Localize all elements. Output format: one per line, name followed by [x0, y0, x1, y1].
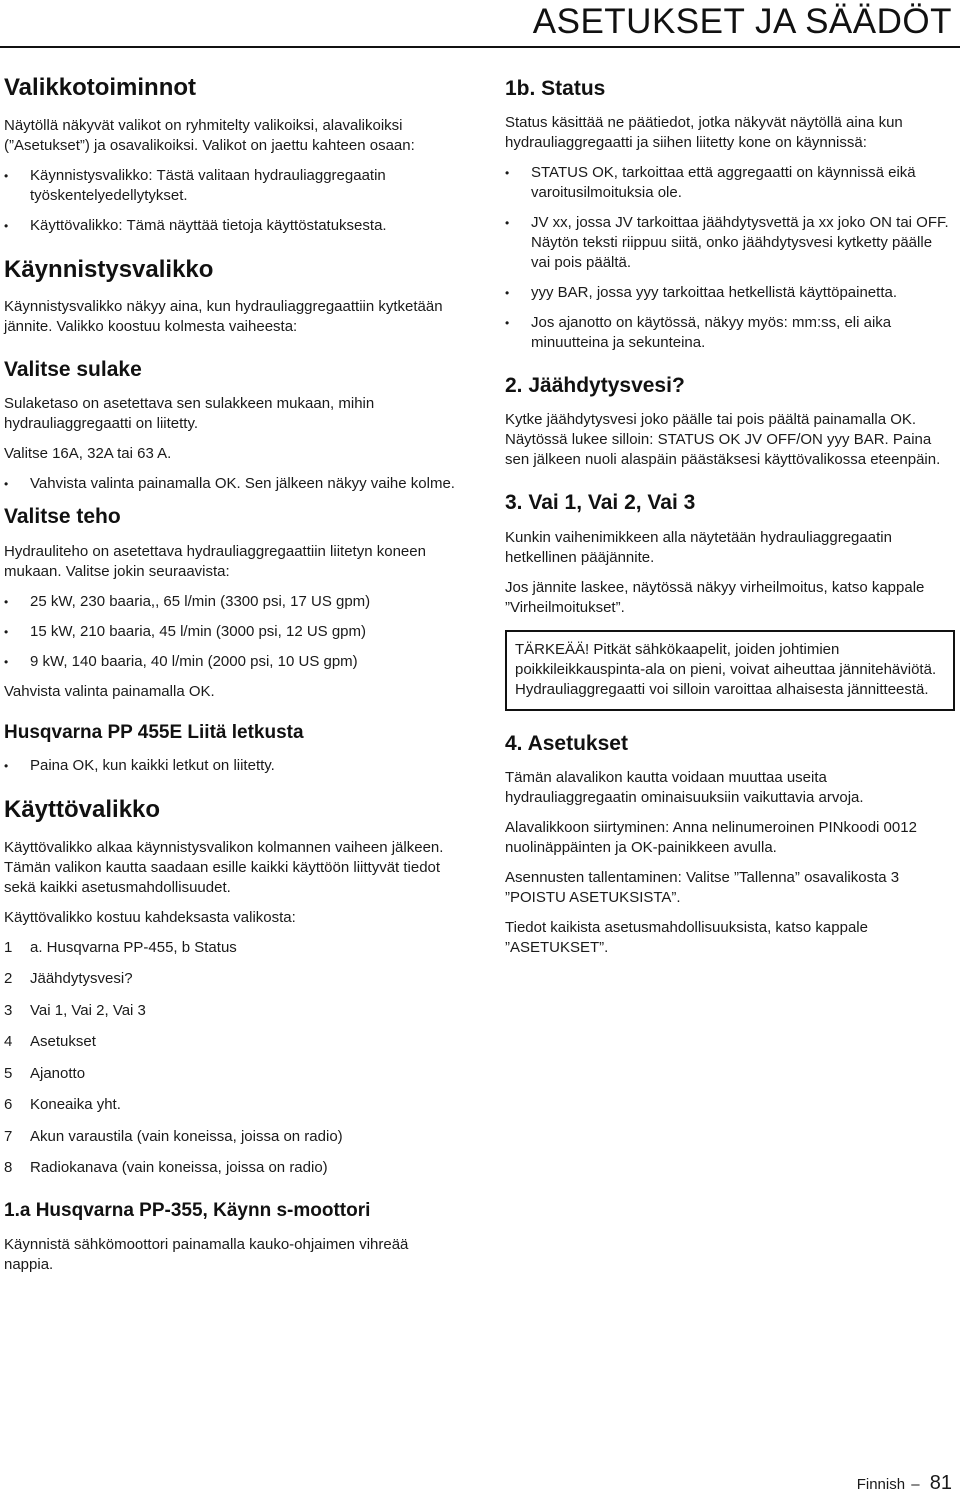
bullet-icon: • — [4, 477, 9, 492]
list-item: • Paina OK, kun kaikki letkut on liitetty. — [4, 757, 275, 775]
bullet-icon: • — [505, 286, 510, 301]
list-item: 2 Jäähdytysvesi? — [4, 970, 133, 988]
heading-asetukset: 4. Asetukset — [505, 731, 628, 755]
paragraph-sulake: Sulaketaso on asetettava sen sulakkeen mukaan, mihin hydrauliaggregaatti on liitetty. — [4, 395, 375, 433]
bullet-icon: • — [4, 594, 9, 609]
list-item: • Jos ajanotto on käytössä, näkyy myös: mm:ss, eli aika minuutteina ja sekunteina. — [505, 314, 892, 352]
page-footer — [857, 1472, 952, 1495]
heading-valitse-sulake: Valitse sulake — [4, 358, 142, 382]
heading-valitse-teho: Valitse teho — [4, 505, 121, 529]
heading-husqvarna-355: 1.a Husqvarna PP-355, Käynn s-moottori — [4, 1199, 371, 1221]
list-item: • 9 kW, 140 baaria, 40 l/min (2000 psi, 10 US gpm) — [4, 652, 358, 670]
bullet-list-teho — [4, 592, 456, 672]
page-title: ASETUKSET JA SÄÄDÖT — [532, 2, 952, 41]
paragraph-status: Status käsittää ne päätiedot, jotka näkyvät näytöllä aina kun hydrauliaggregaatti ja siihen liitetty kone on käynnissä: — [505, 114, 903, 152]
warning-text: TÄRKEÄÄ! Pitkät sähkökaapelit, joiden johtimien poikkileikkauspinta-ala on pieni, voivat aiheuttaa jännitehäviötä. Hydrauliaggregaatti voi silloin varoittaa alhaisesta jännitteestä. — [515, 640, 937, 698]
bullet-list-menus — [4, 166, 456, 236]
bullet-icon: • — [4, 168, 9, 183]
list-item: • JV xx, jossa JV tarkoittaa jäähdytysvettä ja xx joko ON tai OFF. Näytön teksti riippuu siitä, onko jäähdytysvesi kytketty päälle vai pois päältä. — [505, 214, 949, 272]
bullet-icon: • — [4, 218, 9, 233]
page-number: 81 — [929, 1472, 952, 1494]
heading-vai: 3. Vai 1, Vai 2, Vai 3 — [505, 491, 696, 515]
paragraph-teho-confirm: Vahvista valinta painamalla OK. — [4, 682, 215, 700]
bullet-list-sulake — [4, 474, 456, 494]
heading-husqvarna-455: Husqvarna PP 455E Liitä letkusta — [4, 721, 304, 743]
paragraph-intro: Näytöllä näkyvät valikot on ryhmitelty valikoiksi, alavalikoiksi (”Asetukset”) ja osavalikoiksi. Valikot on jaettu kahteen osaan: — [4, 116, 415, 154]
paragraph-asetukset-2: Alavalikkoon siirtyminen: Anna nelinumeroinen PINkoodi 0012 nuolinäppäinten ja OK-painikkeen avulla. — [505, 818, 917, 856]
list-item: • 15 kW, 210 baaria, 45 l/min (3000 psi, 12 US gpm) — [4, 622, 367, 640]
paragraph-teho: Hydrauliteho on asetettava hydrauliaggregaattiin liitetyn koneen mukaan. Valitse jokin seuraavista: — [4, 542, 426, 580]
paragraph-asetukset-4: Tiedot kaikista asetusmahdollisuuksista, katso kappale ”ASETUKSET”. — [505, 918, 868, 956]
list-item: 3 Vai 1, Vai 2, Vai 3 — [4, 1001, 146, 1019]
paragraph-jaahdytysvesi: Kytke jäähdytysvesi joko päälle tai pois päältä painamalla OK. Näytössä lukee silloin: STATUS OK JV OFF/ON yyy BAR. Paina sen jälkeen nuoli alaspäin päästäksesi käyttövalikossa eteenpäin. — [505, 411, 941, 469]
paragraph-asetukset-1: Tämän alavalikon kautta voidaan muuttaa useita hydrauliaggregaatin ominaisuuksiin vaikuttavia arvoja. — [505, 768, 864, 806]
paragraph-vai-2: Jos jännite laskee, näytössä näkyy virheilmoitus, katso kappale ”Virheilmoitukset”. — [505, 578, 925, 616]
list-item: • Vahvista valinta painamalla OK. Sen jälkeen näkyy vaihe kolme. — [4, 475, 455, 493]
bullet-list-status — [505, 163, 955, 353]
heading-valikkotoiminnot: Valikkotoiminnot — [4, 74, 197, 101]
list-item: • Käynnistysvalikko: Tästä valitaan hydrauliaggregaatin työskentelyedellytykset. — [4, 166, 386, 204]
bullet-list-455 — [4, 756, 456, 776]
bullet-icon: • — [505, 216, 510, 231]
list-item: • Käyttövalikko: Tämä näyttää tietoja käyttöstatuksesta. — [4, 216, 387, 234]
numbered-list-menus — [4, 938, 456, 1179]
list-item: • yyy BAR, jossa yyy tarkoittaa hetkellistä käyttöpainetta. — [505, 284, 897, 302]
bullet-icon: • — [4, 624, 9, 639]
footer-language: Finnish — [856, 1476, 906, 1493]
list-item: 4 Asetukset — [4, 1033, 96, 1051]
paragraph-kayttovalikko: Käyttövalikko alkaa käynnistysvalikon kolmannen vaiheen jälkeen. Tämän valikon kautta saadaan esille kaikki käyttöön liittyvät tiedot sekä kaikki asetusmahdollisuudet. — [4, 838, 444, 896]
list-item: 5 Ajanotto — [4, 1064, 86, 1082]
list-item: 7 Akun varaustila (vain koneissa, joissa on radio) — [4, 1127, 343, 1145]
heading-status: 1b. Status — [505, 77, 606, 100]
heading-kayttovalikko: Käyttövalikko — [4, 796, 161, 824]
paragraph-kayttovalikko-count: Käyttövalikko kostuu kahdeksasta valikosta: — [4, 908, 296, 926]
bullet-icon: • — [505, 316, 510, 331]
list-item: 6 Koneaika yht. — [4, 1096, 121, 1114]
list-item: • STATUS OK, tarkoittaa että aggregaatti on käynnissä eikä varoitusilmoituksia ole. — [505, 164, 916, 202]
heading-kaynnistysvalikko: Käynnistysvalikko — [4, 255, 214, 283]
left-column — [4, 72, 456, 1285]
bullet-icon: • — [4, 654, 9, 669]
list-item: 1 a. Husqvarna PP-455, b Status — [4, 938, 237, 956]
paragraph-sulake-options: Valitse 16A, 32A tai 63 A. — [4, 445, 172, 463]
paragraph-vai-1: Kunkin vaihenimikkeen alla näytetään hydrauliaggregaatin hetkellinen pääjännite. — [505, 528, 892, 566]
page-header — [0, 0, 960, 48]
warning-box — [505, 630, 955, 711]
header-rule — [0, 46, 960, 48]
bullet-icon: • — [505, 166, 510, 181]
list-item: • 25 kW, 230 baaria,, 65 l/min (3300 psi, 17 US gpm) — [4, 592, 371, 610]
paragraph-asetukset-3: Asennusten tallentaminen: Valitse ”Tallenna” osavalikosta 3 ”POISTU ASETUKSISTA”. — [505, 868, 900, 906]
bullet-icon: • — [4, 759, 9, 774]
paragraph-kaynnistysvalikko: Käynnistysvalikko näkyy aina, kun hydrauliaggregaattiin kytketään jännite. Valikko koostuu kolmesta vaiheesta: — [4, 298, 443, 336]
heading-jaahdytysvesi: 2. Jäähdytysvesi? — [505, 374, 685, 398]
right-column — [505, 72, 955, 968]
paragraph-355: Käynnistä sähkömoottori painamalla kauko-ohjaimen vihreää nappia. — [4, 1235, 409, 1273]
footer-separator: – — [911, 1476, 920, 1493]
list-item: 8 Radiokanava (vain koneissa, joissa on radio) — [4, 1159, 328, 1177]
